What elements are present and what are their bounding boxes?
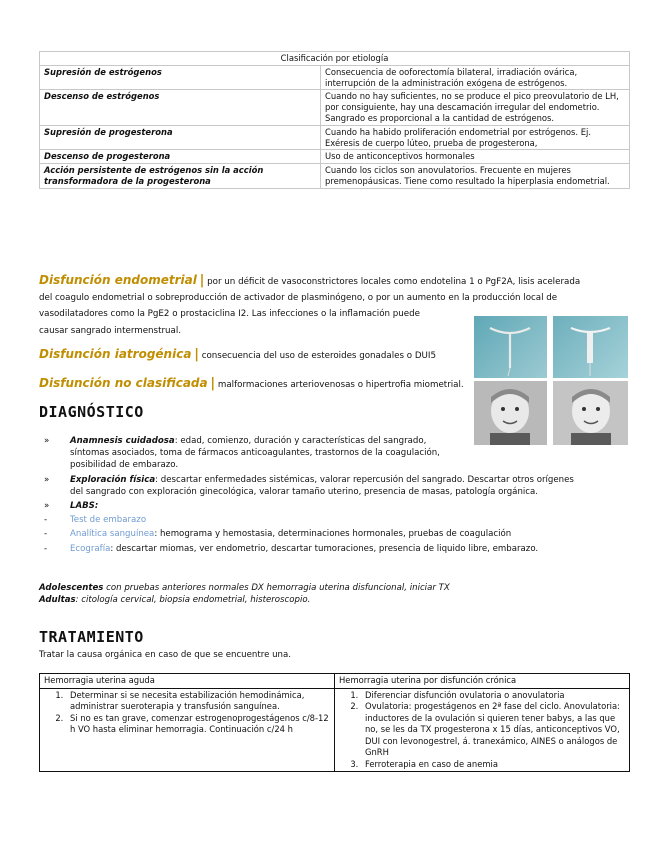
- item-text: posibilidad de embarazo.: [70, 460, 179, 471]
- adolescents-label: Adolescentes: [39, 583, 104, 593]
- adults-text: : citología cervical, biopsia endometrial, histeroscopio.: [75, 595, 311, 605]
- iatrogenic-title: Disfunción iatrogénica: [39, 347, 192, 361]
- table-cell-label: Descenso de progesterona: [40, 150, 321, 164]
- item-text: : descartar miomas, ver endometrio, descartar tumoraciones, presencia de liquido libre, embarazo.: [110, 543, 539, 554]
- list-marker: -: [44, 515, 48, 526]
- table-row: [40, 688, 630, 772]
- acute-list: [44, 690, 330, 736]
- table-header: Hemorragia uterina por disfunción crónica: [335, 674, 630, 689]
- list-marker: -: [44, 529, 48, 540]
- list-marker: »: [44, 501, 50, 512]
- item-label: Test de embarazo: [70, 515, 147, 526]
- table-cell-value: Cuando los ciclos son anovulatorios. Frecuente en mujeres premenopáusicas. Tiene como resultado la hiperplasia endometrial.: [321, 164, 630, 189]
- endometrial-text: por un déficit de vasoconstrictores locales como endotelina 1 o PgF2A, lisis acelerada: [207, 277, 581, 287]
- item-label: Exploración física: [70, 474, 156, 485]
- table-cell-label: Supresión de progesterona: [40, 125, 321, 150]
- adolescents-text: con pruebas anteriores normales DX hemorragia uterina disfuncional, iniciar TX: [103, 583, 450, 593]
- item-label: LABS: [70, 501, 95, 512]
- item-text: : hemograma y hemostasia, determinaciones hormonales, pruebas de coagulación: [154, 529, 512, 540]
- table-header: Hemorragia uterina aguda: [40, 674, 335, 689]
- table-cell-value: Uso de anticonceptivos hormonales: [321, 150, 630, 164]
- patient-notes: [39, 582, 629, 606]
- table-row: [40, 65, 630, 90]
- iud-icon: [553, 316, 628, 378]
- table-row: [40, 150, 630, 164]
- list-item: 1. Determinar si se necesita estabilización hemodinámica, administrar sueroterapia y transfusión sanguínea.: [66, 690, 330, 713]
- item-text: síntomas asociados, toma de fármacos anticoagulantes, trastornos de la coagulación,: [70, 448, 440, 459]
- iud-icon: [474, 316, 547, 378]
- table-row: [40, 125, 630, 150]
- etiology-table: [39, 51, 630, 189]
- table-cell-value: Consecuencia de ooforectomía bilateral, irradiación ovárica, interrupción de la administración exógena de estrógenos.: [321, 65, 630, 90]
- table-cell-value: Cuando no hay suficientes, no se produce el pico preovulatorio de LH, por consiguiente, hay una descamación irregular del endometrio. Sangrado es proporcional a la cantidad de estrógenos.: [321, 90, 630, 125]
- diagnosis-heading: DIAGNÓSTICO: [39, 403, 144, 421]
- diagnosis-list: [44, 435, 624, 555]
- list-marker: »: [44, 436, 50, 446]
- table-header-row: [40, 52, 630, 66]
- item-text: del sangrado con exploración ginecológica, valorar tamaño uterino, presencia de masas, patología orgánica.: [70, 486, 539, 497]
- list-item: 2. Si no es tan grave, comenzar estrogenoprogestágenos c/8-12 h VO hasta eliminar hemorragia. Continuación c/24 h: [66, 713, 330, 736]
- list-item: 2. Ovulatoria: progestágenos en 2ª fase del ciclo. Anovulatoria: inductores de la ovulación si quieren tener babys, a las que no, se les da TX progesterona x 15 días, anticonceptivos VO, DUI con levonogestrel, á. tranexámico, AINES o análogos de GnRH: [361, 701, 625, 759]
- unclassified-title: Disfunción no clasificada: [39, 376, 208, 390]
- table-header-row: [40, 674, 630, 689]
- table-header: Clasificación por etiología: [40, 52, 630, 66]
- separator-bar: |: [210, 376, 216, 391]
- table-row: [40, 90, 630, 125]
- treatment-intro: Tratar la causa orgánica en caso de que se encuentre una.: [39, 650, 291, 660]
- list-item: 3. Ferroterapia en caso de anemia: [361, 759, 625, 771]
- separator-bar: |: [194, 347, 199, 362]
- list-marker: »: [44, 474, 50, 485]
- endometrial-title: Disfunción endometrial: [39, 273, 197, 287]
- item-label: Ecografía: [70, 543, 111, 554]
- table-row: [40, 164, 630, 189]
- table-cell-value: Cuando ha habido proliferación endometrial por estrógenos. Ej. Exéresis de cuerpo lúteo, prueba de progesterona,: [321, 125, 630, 150]
- iud-image: [553, 316, 628, 378]
- item-label: Analítica sanguínea: [70, 529, 155, 540]
- treatment-table: [39, 673, 630, 772]
- item-text: : descartar enfermedades sistémicas, valorar repercusión del sangrado. Descartar otros orígenes: [155, 474, 574, 485]
- list-item: [44, 543, 624, 555]
- table-cell-label: Supresión de estrógenos: [40, 65, 321, 90]
- item-text: :: [94, 501, 99, 512]
- table-cell-label: Acción persistente de estrógenos sin la acción transformadora de la progesterona: [40, 164, 321, 189]
- iatrogenic-paragraph: [39, 346, 436, 364]
- item-text: : edad, comienzo, duración y características del sangrado,: [174, 436, 427, 446]
- chronic-list: [339, 690, 625, 771]
- endometrial-text: causar sangrado intermenstrual.: [39, 325, 182, 336]
- unclassified-paragraph: [39, 375, 464, 393]
- endometrial-text: del coagulo endometrial o sobreproducción de activador de plasminógeno, o por un aumento en la producción local de: [39, 293, 558, 304]
- table-cell-label: Descenso de estrógenos: [40, 90, 321, 125]
- list-item: [44, 435, 624, 472]
- iud-image: [474, 316, 547, 378]
- list-item: [44, 514, 624, 526]
- treatment-heading: TRATAMIENTO: [39, 628, 144, 646]
- list-item: [44, 500, 624, 512]
- list-item: [44, 528, 624, 540]
- adults-label: Adultas: [39, 595, 76, 605]
- item-label: Anamnesis cuidadosa: [70, 436, 175, 446]
- iatrogenic-text: consecuencia del uso de esteroides gonadales o DUI5: [201, 351, 436, 361]
- list-item: [44, 474, 624, 498]
- chronic-cell: [335, 688, 630, 772]
- separator-bar: |: [199, 273, 205, 288]
- endometrial-text: vasodilatadores como la PgE2 o prostaciclina I2. Las infecciones o la inflamación puede: [39, 309, 421, 320]
- list-marker: -: [44, 543, 48, 554]
- acute-cell: [40, 688, 335, 772]
- list-item: 1. Diferenciar disfunción ovulatoria o anovulatoria: [361, 690, 625, 702]
- unclassified-text: malformaciones arteriovenosas o hipertrofia miometrial.: [217, 380, 464, 390]
